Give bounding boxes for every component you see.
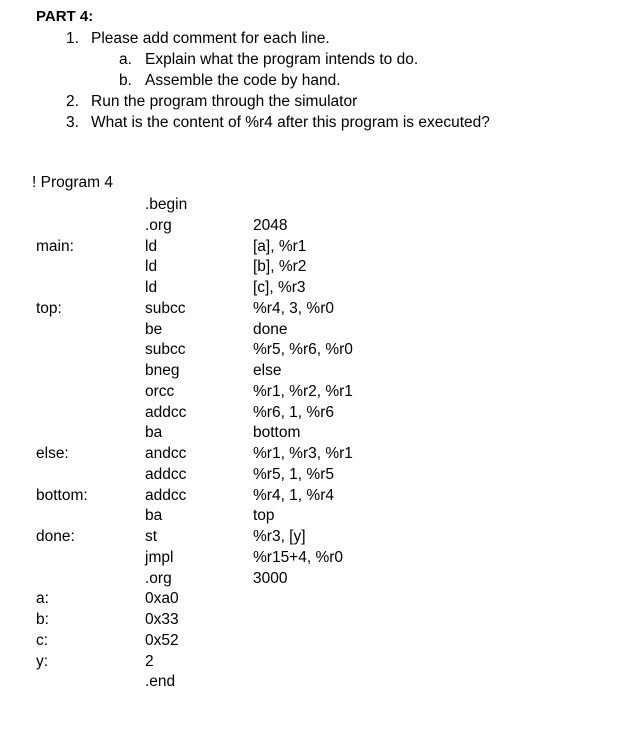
code-operands: [b], %r2 xyxy=(253,258,307,276)
code-instruction: 2 xyxy=(145,652,154,670)
code-line xyxy=(0,339,623,360)
code-instruction: ba xyxy=(145,507,163,525)
code-instruction: ba xyxy=(145,424,163,442)
code-line xyxy=(0,194,623,215)
question-text: Assemble the code by hand. xyxy=(145,72,341,89)
code-line xyxy=(0,298,623,319)
code-line xyxy=(0,215,623,236)
code-instruction: ld xyxy=(145,258,158,276)
code-instruction: addcc xyxy=(145,465,187,483)
code-operands: %r1, %r3, %r1 xyxy=(253,445,353,462)
code-label: a: xyxy=(36,590,49,608)
code-instruction: bneg xyxy=(145,362,180,379)
code-operands: else xyxy=(253,362,282,379)
code-line xyxy=(0,671,623,692)
code-instruction: addcc xyxy=(145,403,187,421)
code-line xyxy=(0,319,623,340)
code-instruction: jmpl xyxy=(145,548,174,566)
code-operands: [a], %r1 xyxy=(253,237,307,255)
code-operands: %r5, 1, %r5 xyxy=(253,465,334,483)
code-operands: %r3, [y] xyxy=(253,528,306,545)
code-line xyxy=(0,588,623,609)
question-text: Run the program through the simulator xyxy=(91,93,358,110)
question-text: What is the content of %r4 after this program is executed? xyxy=(91,114,490,131)
code-line xyxy=(0,360,623,381)
code-line xyxy=(0,422,623,443)
code-instruction: andcc xyxy=(145,445,187,462)
code-label: main: xyxy=(36,237,74,255)
code-instruction: st xyxy=(145,528,158,545)
code-operands: %r1, %r2, %r1 xyxy=(253,382,353,400)
code-label: done: xyxy=(36,528,75,545)
code-operands: bottom xyxy=(253,424,301,442)
code-label: bottom: xyxy=(36,486,88,504)
code-operands: 3000 xyxy=(253,569,288,587)
code-instruction: .end xyxy=(145,673,176,691)
code-line xyxy=(0,505,623,526)
code-line xyxy=(0,526,623,547)
code-instruction: .org xyxy=(145,216,172,234)
question-number: 3. xyxy=(66,114,79,131)
code-label: else: xyxy=(36,445,69,462)
code-instruction: addcc xyxy=(145,486,187,504)
code-operands: %r4, 3, %r0 xyxy=(253,299,334,317)
program-title: ! Program 4 xyxy=(32,174,113,191)
code-line xyxy=(0,547,623,568)
code-operands: %r4, 1, %r4 xyxy=(253,486,334,504)
code-instruction: subcc xyxy=(145,341,186,359)
question-text: Please add comment for each line. xyxy=(91,30,330,47)
code-operands: [c], %r3 xyxy=(253,279,306,296)
code-instruction: orcc xyxy=(145,382,175,400)
code-line xyxy=(0,236,623,257)
code-label: y: xyxy=(36,652,49,670)
code-instruction: be xyxy=(145,320,163,338)
code-label: top: xyxy=(36,299,62,317)
code-operands: 2048 xyxy=(253,216,288,234)
code-label: c: xyxy=(36,631,49,649)
code-line xyxy=(0,651,623,672)
code-instruction: ld xyxy=(145,237,158,255)
code-operands: done xyxy=(253,320,288,338)
question-number: 2. xyxy=(66,93,79,110)
code-line xyxy=(0,630,623,651)
code-line xyxy=(0,464,623,485)
code-instruction: subcc xyxy=(145,299,186,317)
code-instruction: 0xa0 xyxy=(145,590,179,608)
code-instruction: ld xyxy=(145,279,158,296)
question-number: 1. xyxy=(66,30,79,47)
code-label: b: xyxy=(36,611,49,628)
code-line xyxy=(0,443,623,464)
code-instruction: .org xyxy=(145,569,172,587)
code-instruction: .begin xyxy=(145,196,188,213)
code-line xyxy=(0,568,623,589)
question-number: b. xyxy=(119,72,132,89)
code-operands: top xyxy=(253,507,275,525)
code-line xyxy=(0,485,623,506)
code-line xyxy=(0,609,623,630)
part-heading: PART 4: xyxy=(36,8,94,25)
code-operands: %r15+4, %r0 xyxy=(253,548,344,566)
code-instruction: 0x33 xyxy=(145,611,179,628)
code-operands: %r6, 1, %r6 xyxy=(253,403,334,421)
question-number: a. xyxy=(119,51,132,68)
question-text: Explain what the program intends to do. xyxy=(145,51,419,68)
code-line xyxy=(0,277,623,298)
code-operands: %r5, %r6, %r0 xyxy=(253,341,353,359)
code-line xyxy=(0,381,623,402)
code-line xyxy=(0,256,623,277)
code-line xyxy=(0,402,623,423)
code-instruction: 0x52 xyxy=(145,631,179,649)
